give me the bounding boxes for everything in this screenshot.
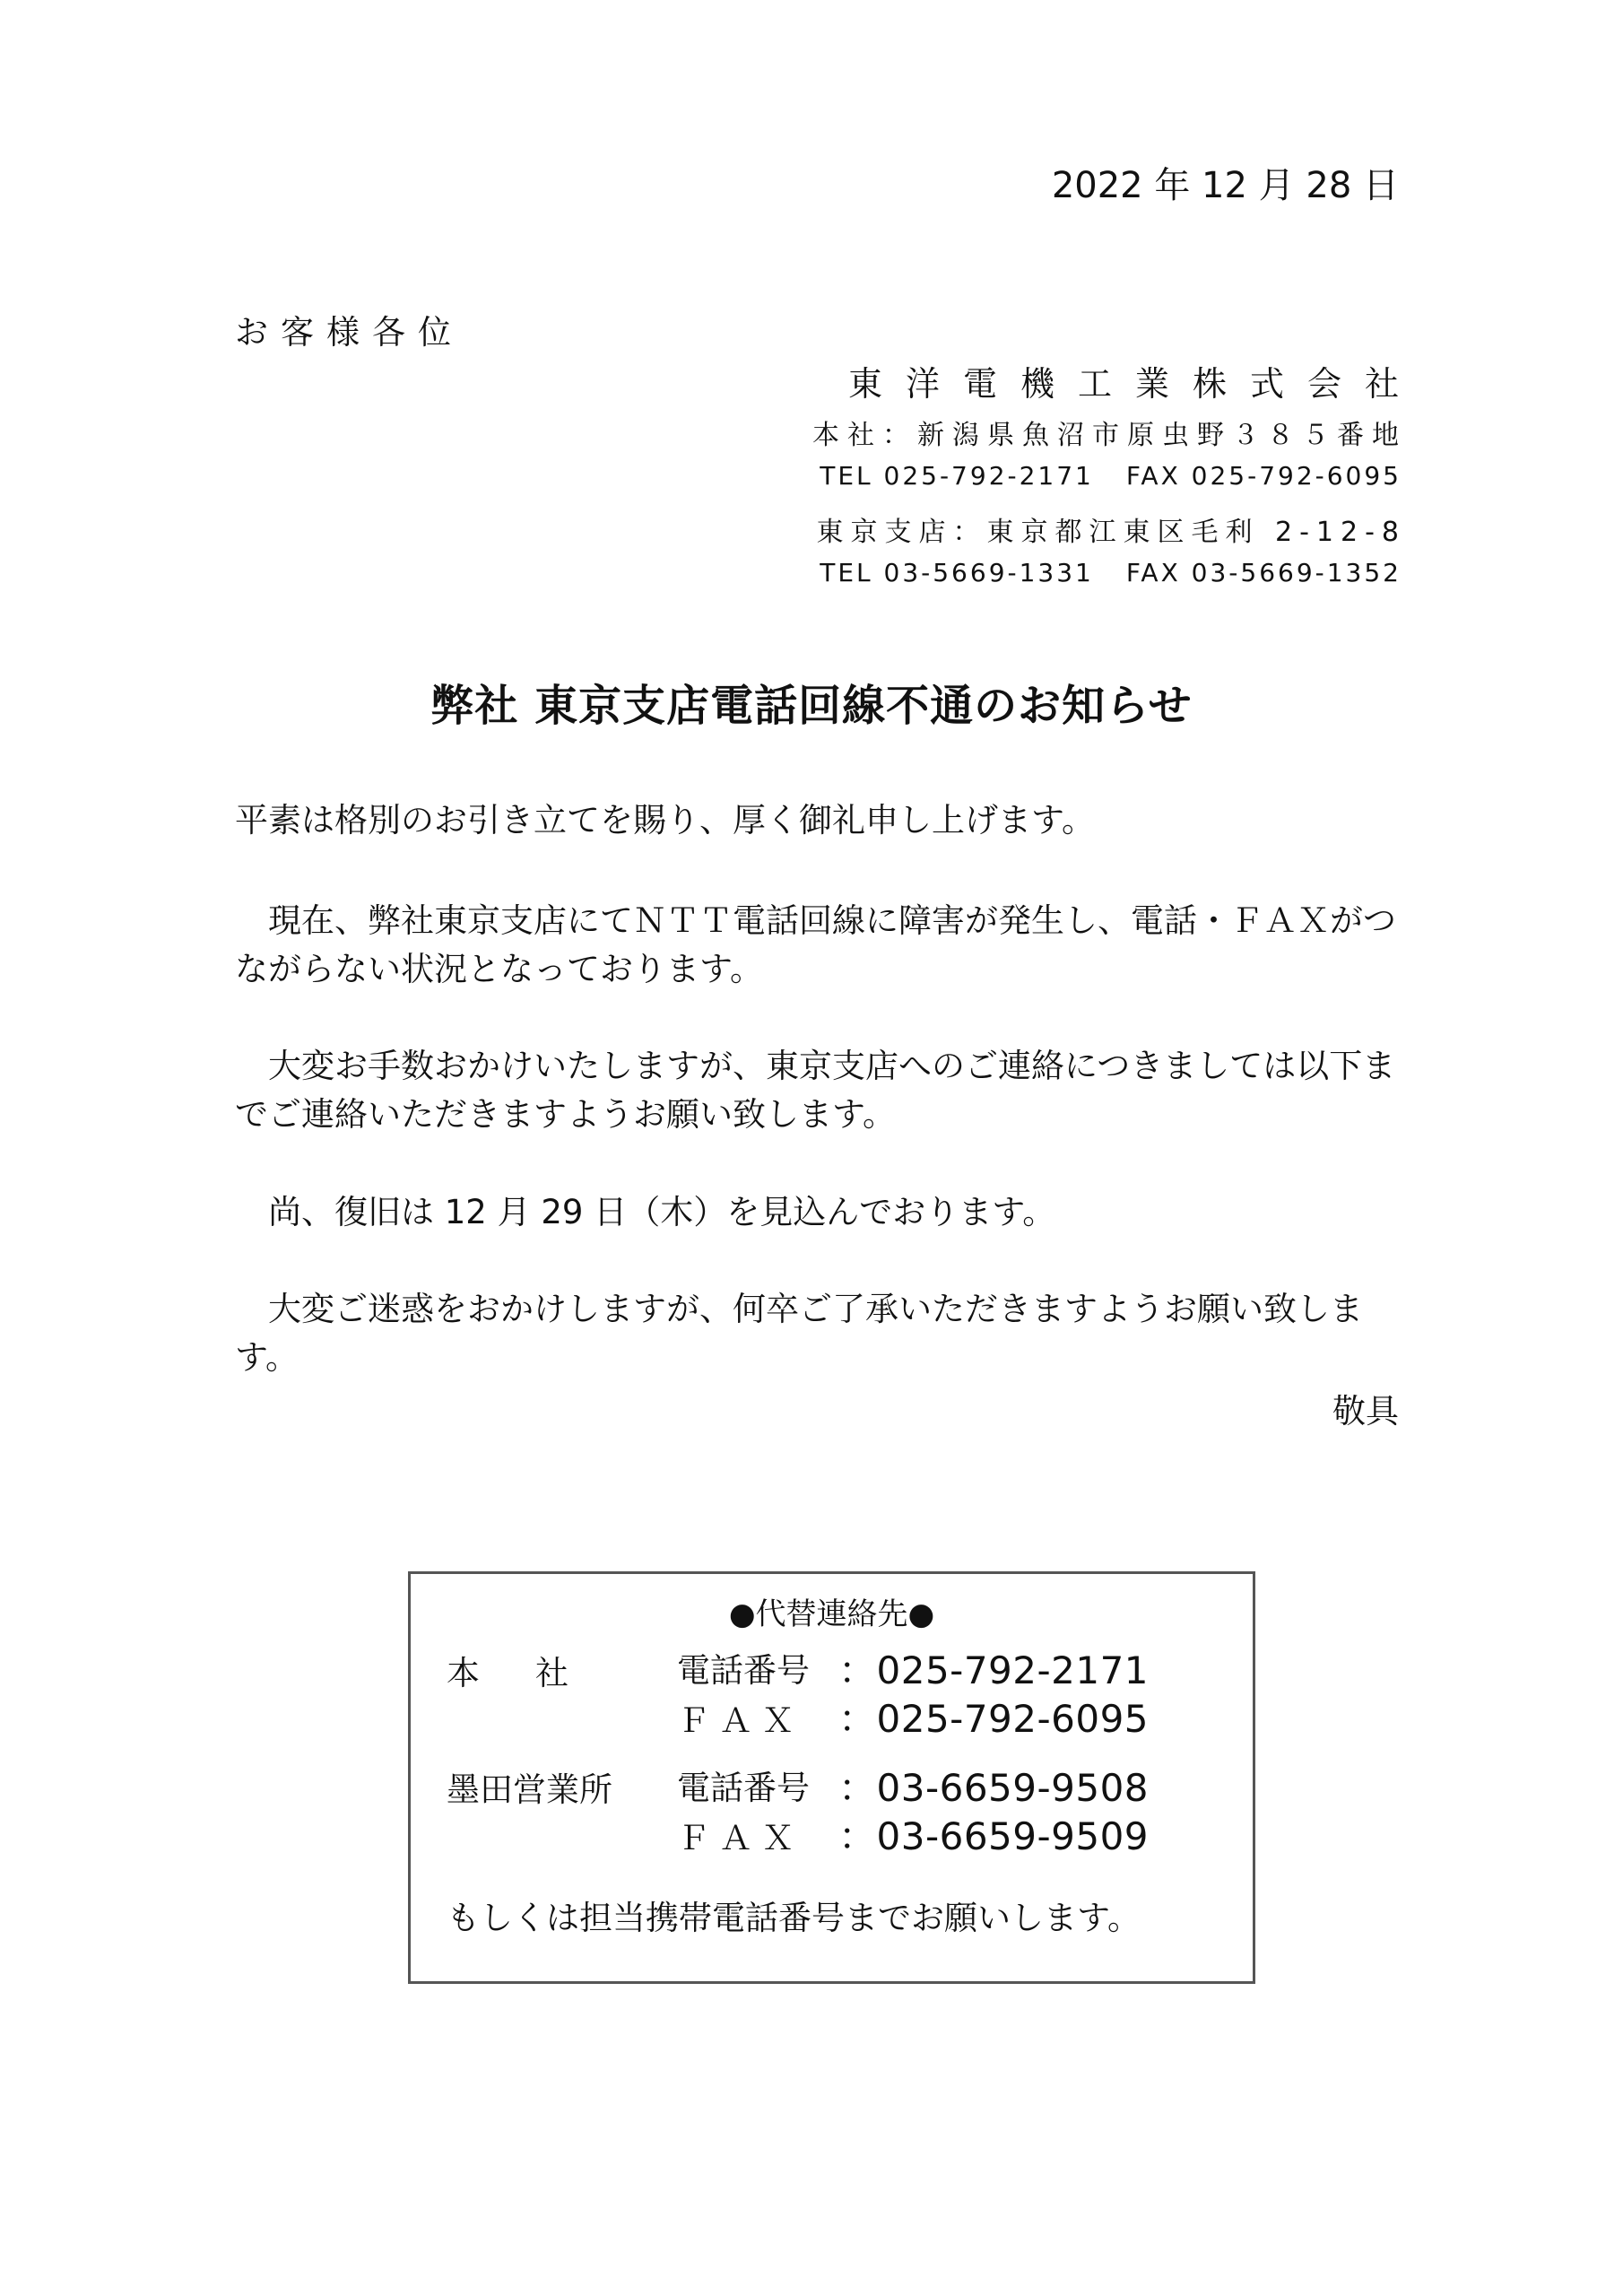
hq-fax-number: ：025-792-6095: [838, 1697, 1150, 1741]
hq-contact-line: [820, 461, 1402, 491]
outage-paragraph: 現在、弊社東京支店にてＮＴＴ電話回線に障害が発生し、電話・ＦＡＸがつながらない状況となっております。: [235, 901, 1396, 988]
apology-paragraph: 大変ご迷惑をおかけしますが、何卒ご了承いただきますようお願い致します。: [235, 1290, 1363, 1377]
closing-word: 敬具: [1332, 1392, 1399, 1431]
tokyo-contact-line: [820, 558, 1402, 587]
hq-address: 本社：新潟県魚沼市原虫野３８５番地: [812, 420, 1407, 451]
sumida-office-label: 墨田営業所: [447, 1770, 612, 1809]
tokyo-tel: TEL 03-5669-1331: [820, 558, 1094, 587]
hq-tel: TEL 025-792-2171: [820, 461, 1094, 491]
hq-tel-number: ：025-792-2171: [838, 1648, 1150, 1692]
contact-request-paragraph: 大変お手数おかけいたしますが、東京支店へのご連絡につきましては以下までご連絡いただきますようお願い致します。: [235, 1047, 1396, 1134]
alternate-contacts-note: もしくは担当携帯電話番号までお願いします。: [447, 1899, 1141, 1937]
document-date: 2022 年 12 月 28 日: [1051, 165, 1399, 206]
sumida-tel-key: 電話番号: [677, 1769, 810, 1807]
tokyo-branch-address: 東京支店：東京都江東区毛利 2-12-8: [816, 517, 1406, 548]
alternate-contacts-title: ●代替連絡先●: [728, 1596, 935, 1632]
hq-tel-key: 電話番号: [677, 1651, 810, 1690]
hq-fax-key: ＦＡＸ: [677, 1701, 803, 1740]
hq-label: 本社: [447, 1654, 624, 1692]
greeting-paragraph: 平素は格別のお引き立てを賜り、厚く御礼申し上げます。: [235, 801, 1096, 839]
sumida-fax-number: ：03-6659-9509: [838, 1814, 1150, 1858]
sumida-fax-key: ＦＡＸ: [677, 1819, 803, 1857]
sumida-tel-number: ：03-6659-9508: [838, 1766, 1150, 1810]
tokyo-fax: FAX 03-5669-1352: [1125, 558, 1402, 587]
recipient: お客様各位: [235, 313, 464, 352]
hq-fax: FAX 025-792-6095: [1125, 461, 1402, 491]
recovery-paragraph: 尚、復旧は 12 月 29 日（木）を見込んでおります。: [235, 1193, 1056, 1231]
company-name: 東洋電機工業株式会社: [847, 364, 1422, 404]
notice-title: 弊社 東京支店電話回線不通のお知らせ: [430, 681, 1193, 731]
